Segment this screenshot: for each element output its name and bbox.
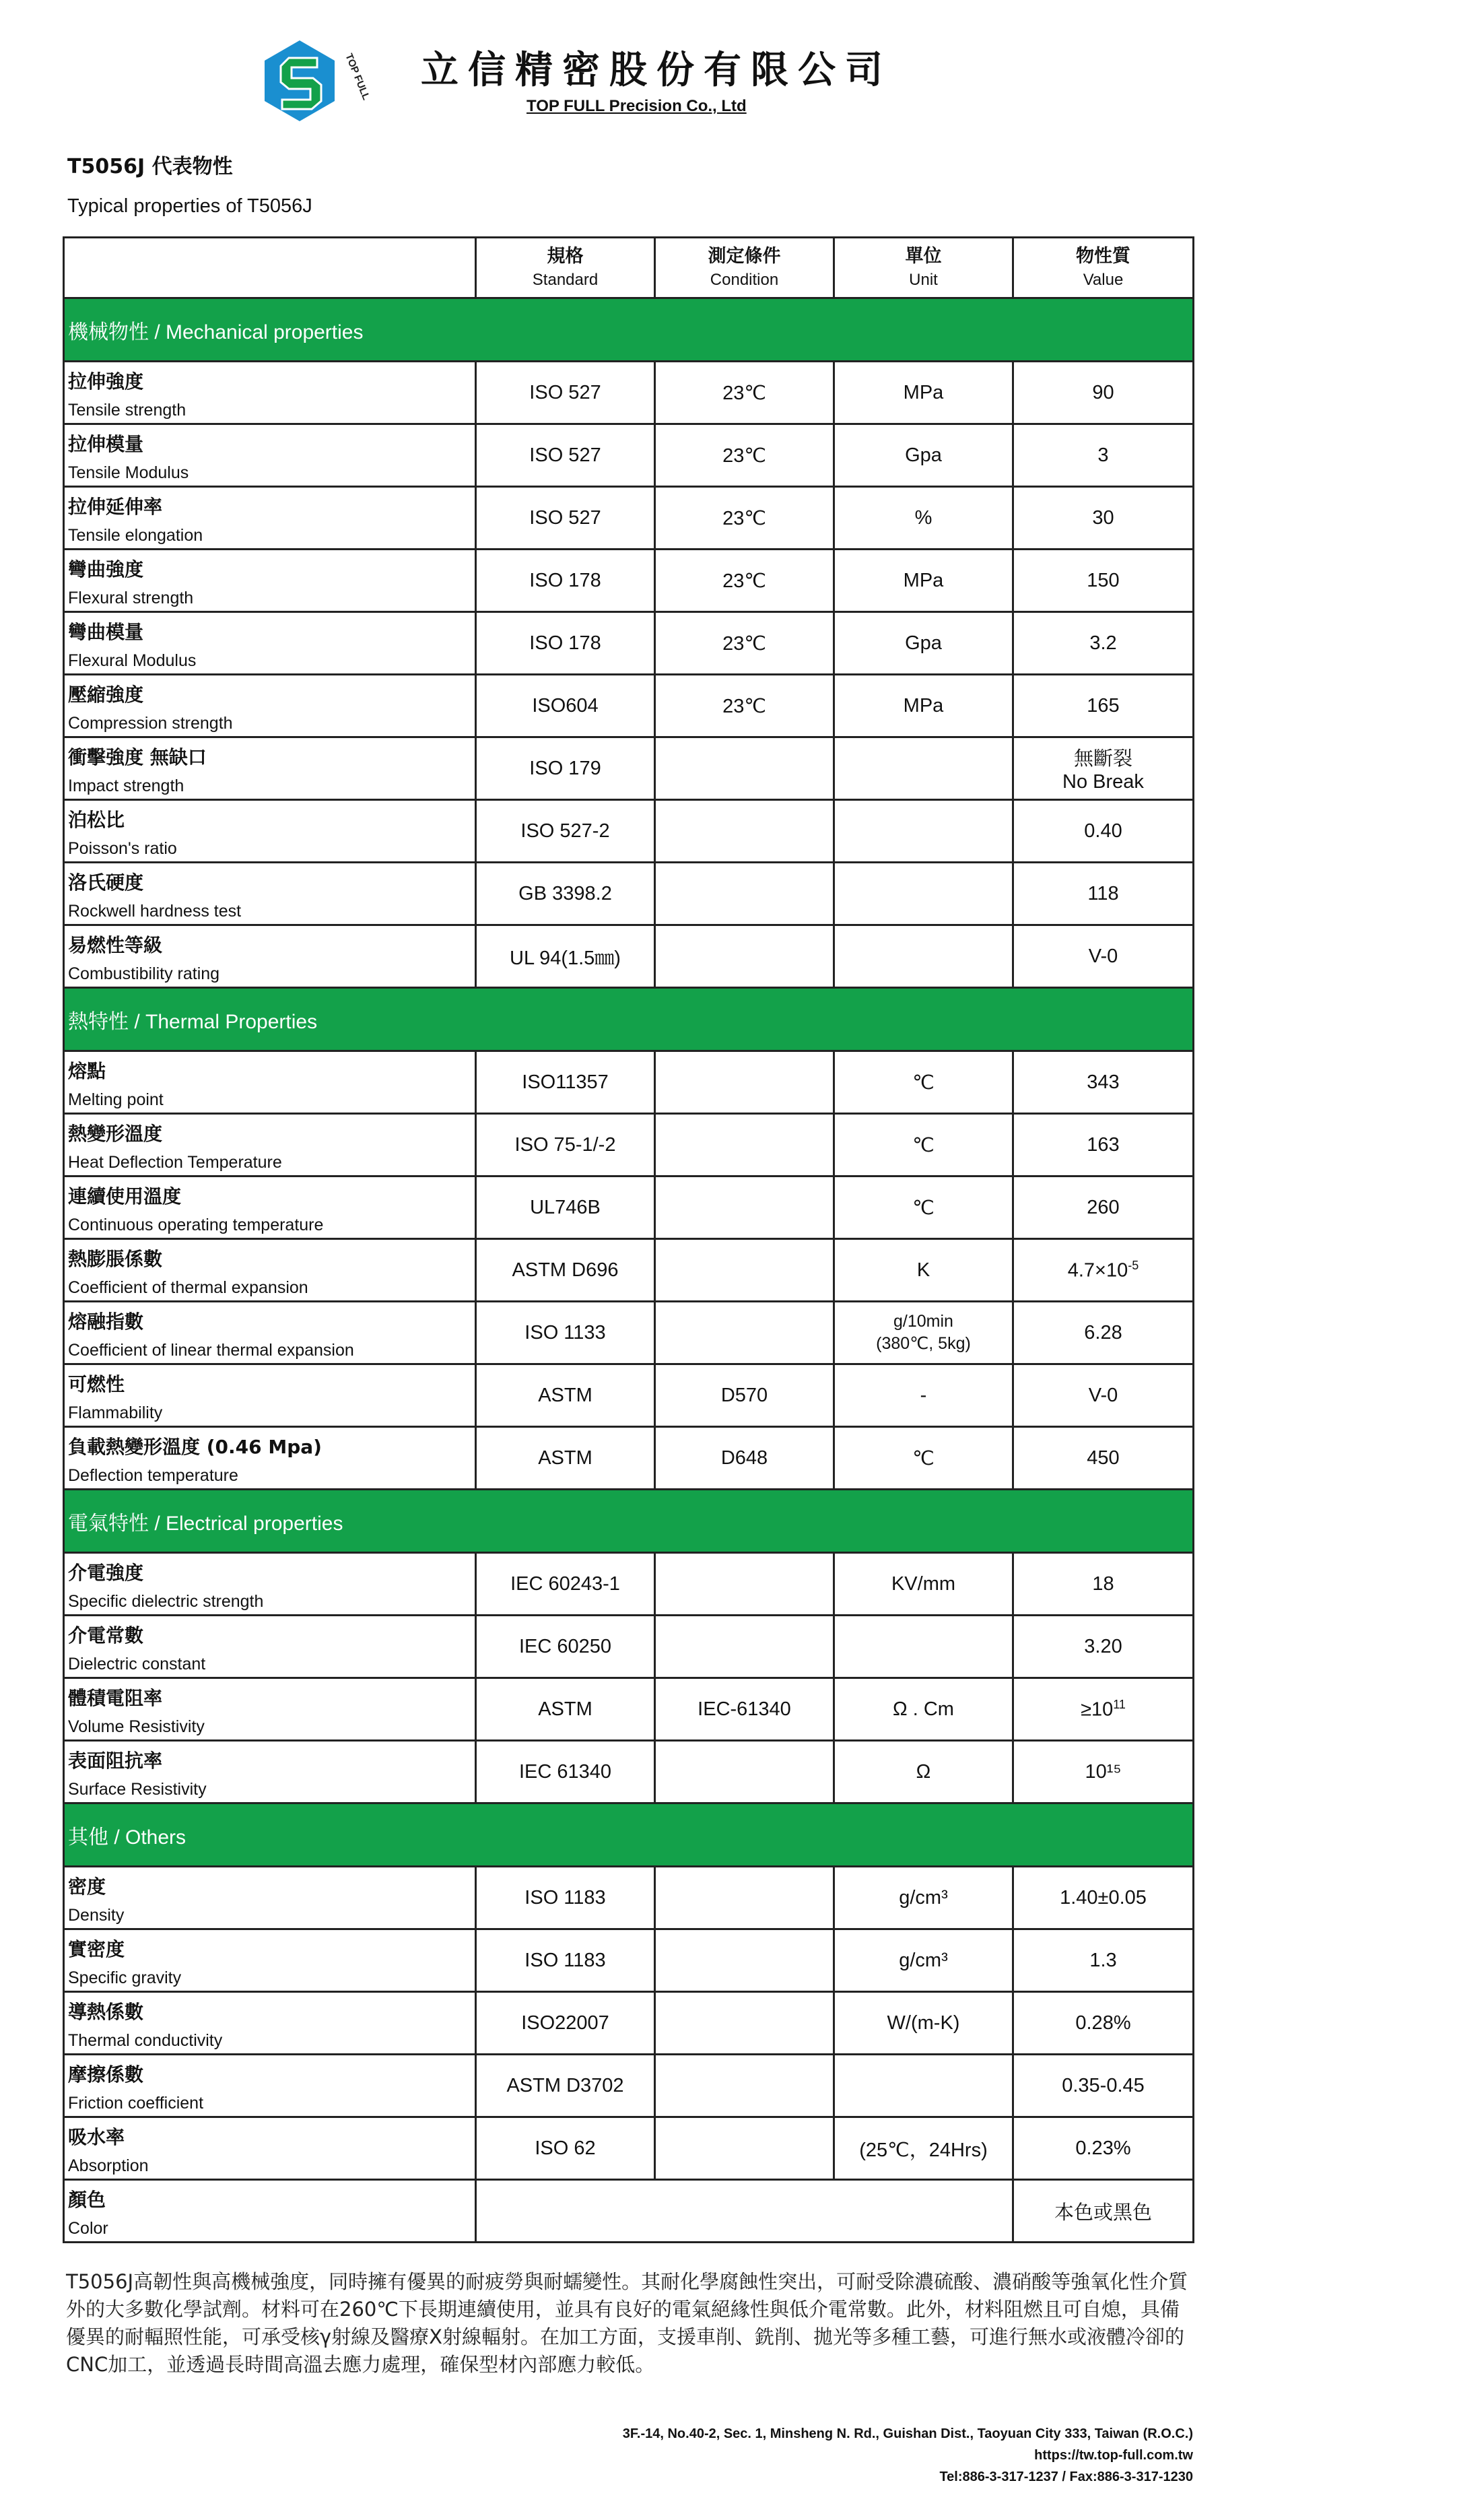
header-label-en: Condition: [710, 270, 779, 289]
table-header-row: [64, 238, 1194, 298]
unit-text: g/10min: [893, 1312, 953, 1331]
property-name-en: Rockwell hardness test: [68, 902, 242, 921]
section-header-row: [64, 1490, 1194, 1553]
value-cell: 3: [1013, 424, 1194, 487]
property-name-cell: [64, 800, 476, 863]
standard-cell: ISO 62: [476, 2117, 655, 2180]
property-name-cn: 密度: [68, 1876, 106, 1898]
unit-cell: [834, 2055, 1013, 2117]
header-unit-cell: [834, 238, 1013, 298]
table-row: [64, 925, 1194, 988]
property-name-cell: [64, 1176, 476, 1239]
properties-table: [63, 236, 1194, 2243]
header-label-en: Standard: [532, 270, 599, 289]
standard-cell: ISO 178: [476, 612, 655, 675]
property-name-en: Color: [68, 2219, 108, 2238]
table-row: [64, 1176, 1194, 1239]
property-name-cn: 實密度: [68, 1938, 125, 1960]
value-cell: 0.28%: [1013, 1992, 1194, 2055]
section-title: 其他 / Others: [64, 1803, 1194, 1867]
property-name-en: Flexural strength: [68, 589, 194, 607]
value-text: 4.7×10: [1067, 1259, 1128, 1282]
section-header-row: [64, 298, 1194, 362]
unit-cell: MPa: [834, 362, 1013, 424]
unit-cell: [834, 737, 1013, 800]
condition-cell: [655, 1553, 834, 1616]
standard-cell: ASTM: [476, 1427, 655, 1490]
value-cell: [1013, 737, 1194, 800]
property-name-en: Continuous operating temperature: [68, 1216, 324, 1234]
value-cell: 3.20: [1013, 1616, 1194, 1678]
property-name-cn: 導熱係數: [68, 2001, 144, 2023]
table-row: [64, 1302, 1194, 1364]
table-row: [64, 2180, 1194, 2243]
table-row: [64, 1929, 1194, 1992]
value-cell: 10¹⁵: [1013, 1741, 1194, 1803]
table-row: [64, 1678, 1194, 1741]
standard-cell: ASTM D696: [476, 1239, 655, 1302]
property-name-cn: 熔點: [68, 1060, 106, 1082]
property-name-cn: 洛氏硬度: [68, 871, 144, 894]
property-name-cell: [64, 550, 476, 612]
value-cell: 1.40±0.05: [1013, 1867, 1194, 1929]
value-cell: V-0: [1013, 925, 1194, 988]
property-name-cn: 彎曲強度: [68, 558, 144, 581]
table-row: [64, 1992, 1194, 2055]
value-cell: 0.23%: [1013, 2117, 1194, 2180]
section-header-row: [64, 988, 1194, 1051]
value-cell: 18: [1013, 1553, 1194, 1616]
property-name-cell: [64, 1616, 476, 1678]
standard-cell: ISO 527: [476, 362, 655, 424]
property-name-en: Flammability: [68, 1403, 163, 1422]
condition-cell: [655, 925, 834, 988]
value-cell: [1013, 1678, 1194, 1741]
condition-cell: 23℃: [655, 612, 834, 675]
condition-cell: [655, 1114, 834, 1176]
condition-cell: 23℃: [655, 362, 834, 424]
condition-cell: [655, 2117, 834, 2180]
property-name-cn: 拉伸強度: [68, 370, 144, 393]
value-exponent: -5: [1128, 1258, 1139, 1272]
table-row: [64, 2055, 1194, 2117]
property-name-en: Heat Deflection Temperature: [68, 1153, 282, 1172]
property-name-cn: 彎曲模量: [68, 621, 144, 643]
property-name-cn: 熱變形溫度: [68, 1123, 163, 1145]
property-name-cell: [64, 1867, 476, 1929]
value-cell: 30: [1013, 487, 1194, 550]
property-name-cn: 易燃性等級: [68, 934, 163, 956]
property-name-cn: 泊松比: [68, 809, 125, 831]
value-text: ≥10: [1081, 1698, 1114, 1721]
property-name-cell: [64, 925, 476, 988]
value-cell: 343: [1013, 1051, 1194, 1114]
table-row: [64, 1427, 1194, 1490]
property-name-cell: [64, 675, 476, 737]
property-name-cell: [64, 362, 476, 424]
property-name-cn: 拉伸模量: [68, 433, 144, 455]
property-name-cell: [64, 2055, 476, 2117]
unit-cell: (25℃，24Hrs): [834, 2117, 1013, 2180]
table-row: [64, 362, 1194, 424]
value-exponent: 11: [1113, 1697, 1126, 1711]
table-row: [64, 424, 1194, 487]
property-name-cell: [64, 1364, 476, 1427]
property-name-cn: 吸水率: [68, 2126, 125, 2148]
table-row: [64, 1239, 1194, 1302]
property-name-en: Absorption: [68, 2156, 149, 2175]
property-name-cn: 摩擦係數: [68, 2063, 144, 2086]
company-name-en: TOP FULL Precision Co., Ltd: [527, 97, 747, 115]
property-name-cell: [64, 737, 476, 800]
property-name-cell: [64, 1051, 476, 1114]
footer-website[interactable]: https://tw.top-full.com.tw: [1034, 2448, 1193, 2463]
standard-cell: ISO 1183: [476, 1929, 655, 1992]
footer-address: 3F.-14, No.40-2, Sec. 1, Minsheng N. Rd., Guishan Dist., Taoyuan City 333, Taiwan (R.O.C.): [622, 2426, 1193, 2441]
standard-cell: ASTM D3702: [476, 2055, 655, 2117]
property-name-en: Deflection temperature: [68, 1466, 238, 1485]
value-cell: 90: [1013, 362, 1194, 424]
table-row: [64, 1616, 1194, 1678]
material-description: T5056J高韌性與高機械強度，同時擁有優異的耐疲勞與耐蠕變性。其耐化學腐蝕性突出，可耐受除濃硫酸、濃硝酸等強氧化性介質外的大多數化學試劑。材料可在260℃下長期連續使用，並具有良好的電氣絕緣性與低介電常數。此外，材料阻燃且可自熄，具備優異的耐輻照性能，可承受核γ射線及醫療X射線輻射。在加工方面，支援車削、銑削、拋光等多種工藝，可進行無水或液體冷卻的CNC加工，並透過長時間高溫去應力處理，確保型材內部應力較低。: [66, 2270, 1188, 2376]
unit-cell: Gpa: [834, 424, 1013, 487]
company-name-cn: 立信精密股份有限公司: [421, 48, 892, 92]
unit-cell: [834, 800, 1013, 863]
property-name-en: Dielectric constant: [68, 1655, 206, 1673]
property-name-en: Tensile strength: [68, 401, 186, 420]
table-row: [64, 1364, 1194, 1427]
company-logo: [259, 35, 372, 136]
table-row: [64, 1051, 1194, 1114]
condition-cell: [655, 1302, 834, 1364]
condition-cell: [655, 1616, 834, 1678]
property-name-en: Impact strength: [68, 776, 184, 795]
standard-cell: ISO 1183: [476, 1867, 655, 1929]
standard-cell: ISO 527: [476, 487, 655, 550]
property-name-cell: [64, 612, 476, 675]
table-row: [64, 487, 1194, 550]
property-name-cell: [64, 2117, 476, 2180]
header-label-en: Value: [1083, 270, 1124, 289]
condition-cell: 23℃: [655, 487, 834, 550]
property-name-en: Poisson's ratio: [68, 839, 177, 858]
table-row: [64, 800, 1194, 863]
property-name-cell: [64, 1302, 476, 1364]
standard-cell: ISO 527: [476, 424, 655, 487]
standard-cell: ISO22007: [476, 1992, 655, 2055]
standard-cell: IEC 61340: [476, 1741, 655, 1803]
unit-cell: [834, 863, 1013, 925]
property-name-cn: 拉伸延伸率: [68, 496, 163, 518]
section-title: 電氣特性 / Electrical properties: [64, 1490, 1194, 1553]
unit-cell: MPa: [834, 550, 1013, 612]
standard-cell: ISO604: [476, 675, 655, 737]
value-cell: 0.40: [1013, 800, 1194, 863]
standard-cell: ISO 1133: [476, 1302, 655, 1364]
value-cell: 1.3: [1013, 1929, 1194, 1992]
section-header-row: [64, 1803, 1194, 1867]
condition-cell: [655, 800, 834, 863]
logo-s-icon: [281, 58, 321, 109]
unit-cell: [834, 1302, 1013, 1364]
property-name-en: Flexural Modulus: [68, 651, 197, 670]
unit-cell: [834, 1616, 1013, 1678]
property-name-cn: 可燃性: [68, 1373, 125, 1395]
property-name-cn: 介電常數: [68, 1624, 144, 1647]
unit-cell: Ω . Cm: [834, 1678, 1013, 1741]
unit-cell: g/cm³: [834, 1929, 1013, 1992]
condition-cell: [655, 1239, 834, 1302]
table-row: [64, 863, 1194, 925]
property-name-cn: 熱膨脹係數: [68, 1248, 163, 1270]
header-property-cell: [64, 238, 476, 298]
condition-cell: [655, 1929, 834, 1992]
value-text-en: No Break: [1062, 771, 1144, 793]
unit-cell: -: [834, 1364, 1013, 1427]
merged-empty-cell: [476, 2180, 1013, 2243]
property-name-en: Melting point: [68, 1090, 164, 1109]
value-text-cn: 無斷裂: [1073, 748, 1132, 770]
standard-cell: ISO 527-2: [476, 800, 655, 863]
unit-cell: g/cm³: [834, 1867, 1013, 1929]
property-name-cn: 顏色: [68, 2189, 106, 2211]
table-row: [64, 1553, 1194, 1616]
unit-cell: W/(m-K): [834, 1992, 1013, 2055]
unit-cell: K: [834, 1239, 1013, 1302]
property-name-cell: [64, 1929, 476, 1992]
table-row: [64, 675, 1194, 737]
property-name-cell: [64, 2180, 476, 2243]
property-name-cn: 體積電阻率: [68, 1687, 163, 1709]
table-row: [64, 612, 1194, 675]
section-title: 機械物性 / Mechanical properties: [64, 298, 1194, 362]
condition-cell: [655, 1741, 834, 1803]
property-name-cell: [64, 863, 476, 925]
condition-cell: 23℃: [655, 675, 834, 737]
document-title: T5056J 代表物性: [67, 155, 233, 178]
condition-cell: 23℃: [655, 424, 834, 487]
property-name-en: Tensile Modulus: [68, 463, 189, 482]
condition-cell: D570: [655, 1364, 834, 1427]
property-name-cell: [64, 1114, 476, 1176]
standard-cell: ISO 179: [476, 737, 655, 800]
condition-cell: [655, 737, 834, 800]
table-row: [64, 737, 1194, 800]
header-label-cn: 測定條件: [708, 245, 781, 267]
standard-cell: IEC 60243-1: [476, 1553, 655, 1616]
property-name-cell: [64, 1239, 476, 1302]
condition-cell: 23℃: [655, 550, 834, 612]
value-cell: V-0: [1013, 1364, 1194, 1427]
value-cell: 3.2: [1013, 612, 1194, 675]
property-name-cn: 表面阻抗率: [68, 1750, 163, 1772]
value-cell: 165: [1013, 675, 1194, 737]
condition-cell: [655, 1992, 834, 2055]
unit-cell: [834, 925, 1013, 988]
table-row: [64, 1741, 1194, 1803]
property-name-en: Specific dielectric strength: [68, 1592, 264, 1611]
unit-cell: %: [834, 487, 1013, 550]
unit-cell: MPa: [834, 675, 1013, 737]
value-cell: [1013, 1239, 1194, 1302]
property-name-cn: 熔融指數: [68, 1311, 144, 1333]
property-name-cn: 負載熱變形溫度 (0.46 Mpa): [68, 1436, 322, 1458]
property-name-cn: 介電強度: [68, 1562, 144, 1584]
table-row: [64, 1867, 1194, 1929]
property-name-en: Surface Resistivity: [68, 1780, 207, 1799]
condition-cell: [655, 863, 834, 925]
standard-cell: IEC 60250: [476, 1616, 655, 1678]
standard-cell: UL 94(1.5㎜): [476, 925, 655, 988]
property-name-en: Coefficient of thermal expansion: [68, 1278, 308, 1297]
standard-cell: GB 3398.2: [476, 863, 655, 925]
table-row: [64, 1114, 1194, 1176]
property-name-en: Specific gravity: [68, 1968, 182, 1987]
condition-cell: IEC-61340: [655, 1678, 834, 1741]
property-name-cell: [64, 1678, 476, 1741]
unit-cell: ℃: [834, 1051, 1013, 1114]
header-label-cn: 規格: [547, 245, 584, 267]
document-subtitle: Typical properties of T5056J: [67, 195, 312, 217]
property-name-cn: 壓縮強度: [68, 684, 144, 706]
property-name-en: Combustibility rating: [68, 964, 220, 983]
property-name-en: Tensile elongation: [68, 526, 203, 545]
table-row: [64, 2117, 1194, 2180]
header-condition-cell: [655, 238, 834, 298]
header-value-cell: [1013, 238, 1194, 298]
standard-cell: UL746B: [476, 1176, 655, 1239]
condition-cell: D648: [655, 1427, 834, 1490]
standard-cell: ISO 178: [476, 550, 655, 612]
property-name-cell: [64, 424, 476, 487]
table-row: [64, 550, 1194, 612]
value-cell: 0.35-0.45: [1013, 2055, 1194, 2117]
property-name-cn: 連續使用溫度: [68, 1185, 182, 1207]
section-title: 熱特性 / Thermal Properties: [64, 988, 1194, 1051]
property-name-cell: [64, 1427, 476, 1490]
value-cell: 6.28: [1013, 1302, 1194, 1364]
property-name-en: Compression strength: [68, 714, 233, 733]
footer-phone-fax: Tel:886-3-317-1237 / Fax:886-3-317-1230: [939, 2469, 1193, 2484]
property-name-cell: [64, 1553, 476, 1616]
property-name-cell: [64, 1992, 476, 2055]
unit-cell: ℃: [834, 1114, 1013, 1176]
value-cell: 118: [1013, 863, 1194, 925]
value-cell: 163: [1013, 1114, 1194, 1176]
value-cell: 本色或黑色: [1013, 2180, 1194, 2243]
property-name-en: Density: [68, 1906, 125, 1925]
unit-cell: Gpa: [834, 612, 1013, 675]
condition-cell: [655, 1867, 834, 1929]
header-label-en: Unit: [909, 270, 938, 289]
property-name-en: Thermal conductivity: [68, 2031, 223, 2050]
unit-cell: ℃: [834, 1427, 1013, 1490]
unit-cell: Ω: [834, 1741, 1013, 1803]
logo-text: TOP FULL: [343, 52, 372, 102]
unit-cell: KV/mm: [834, 1553, 1013, 1616]
standard-cell: ASTM: [476, 1364, 655, 1427]
value-cell: 260: [1013, 1176, 1194, 1239]
condition-cell: [655, 1051, 834, 1114]
header-label-cn: 物性質: [1076, 245, 1130, 267]
property-name-en: Friction coefficient: [68, 2094, 204, 2113]
unit-cell: ℃: [834, 1176, 1013, 1239]
property-name-cell: [64, 1741, 476, 1803]
value-cell: 150: [1013, 550, 1194, 612]
footer-contact: [623, 2423, 1193, 2488]
value-cell: 450: [1013, 1427, 1194, 1490]
standard-cell: ISO11357: [476, 1051, 655, 1114]
standard-cell: ASTM: [476, 1678, 655, 1741]
unit-note: (380℃, 5kg): [876, 1334, 971, 1353]
property-name-en: Coefficient of linear thermal expansion: [68, 1341, 354, 1360]
condition-cell: [655, 1176, 834, 1239]
header-label-cn: 單位: [905, 245, 942, 267]
standard-cell: ISO 75-1/-2: [476, 1114, 655, 1176]
property-name-cn: 衝擊強度 無缺口: [68, 746, 207, 768]
property-name-cell: [64, 487, 476, 550]
property-name-en: Volume Resistivity: [68, 1717, 205, 1736]
header-standard-cell: [476, 238, 655, 298]
condition-cell: [655, 2055, 834, 2117]
